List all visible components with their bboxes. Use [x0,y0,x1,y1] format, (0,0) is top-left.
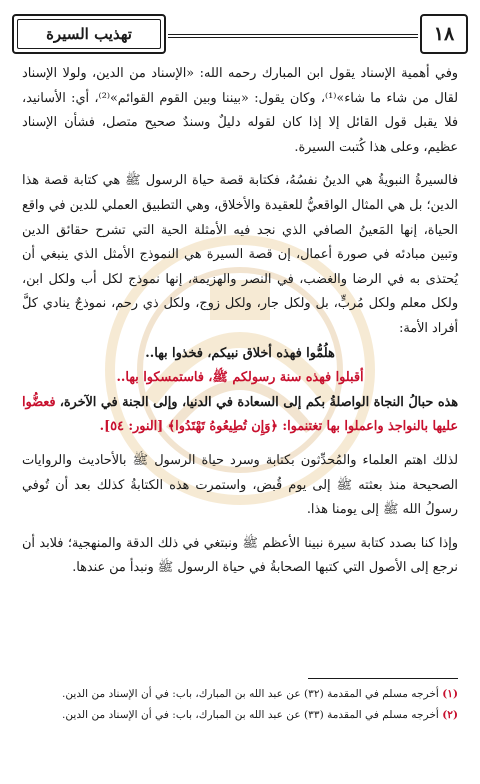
page-number: ١٨ [420,14,468,54]
quran-verse: فعضُّوا عليها بالنواجذ واعملوا بها تغتنموا: ﴿وَإِن تُطِيعُوهُ تَهْتَدُوا﴾ [النور: ٥٤]. [22,394,458,435]
paragraph-method: وإذا كنا بصدد كتابة سيرة نبينا الأعظم ﷺ ونبتغي في ذلك الدقة والمنهجية؛ فلابد أن نرجع إلى الأصول التي كتبها الصحابةُ في حياة الرسول ﷺ ونبدأ من عندها. [22,535,458,576]
paragraph-isnad: وفي أهمية الإسناد يقول ابن المبارك رحمه الله: «الإسناد من الدين، ولولا الإسناد لقال من شاء ما شاء»⁽¹⁾، وكان يقول: «بيننا وبين القوم القوائم»⁽²⁾، أي: الأسانيد، فلا يقبل قول القائل إلا إذا كان لقوله دليلٌ وسندٌ صحيح متصل، فشأن الإسناد عظيم، وعلى هذا كُتبت السيرة. [22,66,458,155]
book-title: تهذيب السيرة [46,25,132,43]
footnotes [22,684,458,726]
paragraph-seerah: فالسيرةُ النبويةُ هي الدينُ نفسُهُ، فكتابة قصة حياة الرسول ﷺ هي كتابة قصة هذا الدين؛ بل هي المثال الواقعيُّ للعقيدة والأخلاق، وهي التطبيق العملي للدين في واقع الحياة، إنها المَعينُ الصافي الذي نجد فيه الأمثلة الحية التي تشرح حقائق الدين وتبين مبادئه في صورة أعمال، إن قصة السيرة هي النموذج الأمثل الذي ينبغي أن يُحتذى به في الرضا والغضب، في النصر والهزيمة، إنها نموذج لكل أب ولكل ابن، ولكل معلم ولكل مُربٍّ، بل ولكل جار، ولكل زوج، ولكل ذي رحم، نموذجٌ ينادي كلَّ أفراد الأمة: [22,173,458,336]
footnote-1-text: أخرجه مسلم في المقدمة (٣٢) عن عبد الله بن المبارك، باب: في أن الإسناد من الدين. [61,688,439,700]
footnote-2-mark: (٢) [442,709,458,721]
footnote-2 [22,705,458,726]
page-header [12,12,468,54]
book-title-box [12,14,166,54]
call-line-2: أقبلوا فهذه سنة رسولكم ﷺ، فاستمسكوا بها.. [116,370,364,386]
rope-text: هذه حبالُ النجاة الواصلةُ بكم إلى السعادة في الدنيا، وإلى الجنة في الآخرة، [59,394,458,410]
call-line-1: هلُمُّوا فهذه أخلاق نبيكم، فخذوا بها.. [145,345,335,361]
footnote-1 [22,684,458,705]
main-text [22,62,458,581]
header-rule [168,34,418,38]
footnote-1-mark: (١) [442,688,458,700]
footnote-2-text: أخرجه مسلم في المقدمة (٣٣) عن عبد الله بن المبارك، باب: في أن الإسناد من الدين. [61,709,439,721]
paragraph-scholars: لذلك اهتم العلماء والمُحدِّثون بكتابة وسرد حياة الرسول ﷺ بالأحاديث والروايات الصحيحة منذ بعثته ﷺ إلى يوم قُبض، واستمرت هذه الكتابةُ كذلك بعد أن تُوفي رسولُ الله ﷺ إلى يومنا هذا. [22,452,458,518]
footnote-rule [308,678,458,679]
paragraph-rope [22,391,458,440]
